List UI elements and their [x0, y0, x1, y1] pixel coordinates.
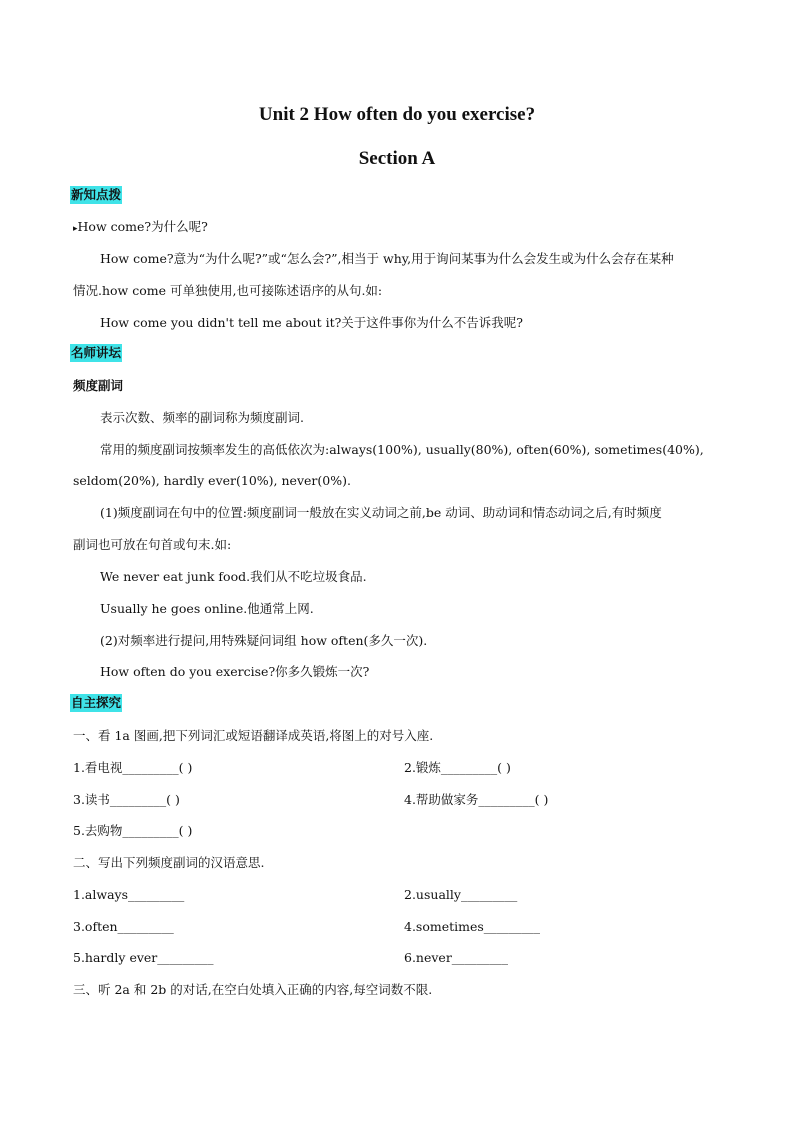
- exercise3-instruction: 三、听 2a 和 2b 的对话,在空白处填入正确的内容,每空词数不限.: [73, 982, 433, 997]
- knowledge-paragraph-line2: 情况.how come 可单独使用,也可接陈述语序的从句.如:: [73, 283, 383, 298]
- exercise1-item: 4.帮助做家务_________( ): [404, 792, 549, 807]
- knowledge-point-text: How come?为什么呢?: [77, 219, 208, 234]
- exercise2-item: 6.never_________: [404, 950, 509, 965]
- exercise2-item: 3.often_________: [73, 919, 174, 934]
- teacher-paragraph-3-line2: 副词也可放在句首或句末.如:: [73, 537, 232, 552]
- teacher-example-2: Usually he goes online.他通常上网.: [100, 601, 314, 616]
- exercise1-item: 1.看电视_________( ): [73, 760, 193, 775]
- teacher-paragraph-3-line1: (1)频度副词在句中的位置:频度副词一般放在实义动词之前,be 动词、助动词和情态动词之后,有时频度: [100, 505, 662, 520]
- exercise1-item: 2.锻炼_________( ): [404, 760, 511, 775]
- exercise1-item: 5.去购物_________( ): [73, 823, 193, 838]
- knowledge-paragraph-line1: How come?意为“为什么呢?”或“怎么会?”,相当于 why,用于询问某事为什么会发生或为什么会存在某种: [100, 251, 674, 266]
- exercise2-item: 4.sometimes_________: [404, 919, 541, 934]
- exercise1-item: 3.读书_________( ): [73, 792, 180, 807]
- knowledge-example: How come you didn't tell me about it?关于这件事你为什么不告诉我呢?: [100, 315, 524, 330]
- teacher-paragraph-2-line2: seldom(20%), hardly ever(10%), never(0%).: [73, 473, 351, 488]
- exercise2-item: 2.usually_________: [404, 887, 518, 902]
- section-tag-new-knowledge: 新知点拨: [71, 187, 122, 202]
- knowledge-point: [73, 219, 208, 237]
- exercise2-item: 1.always_________: [73, 887, 185, 902]
- section-title: Section A: [358, 148, 436, 169]
- frequency-adverbs-heading: 频度副词: [73, 378, 124, 393]
- section-tag-teacher-talk: 名师讲坛: [71, 345, 122, 360]
- teacher-paragraph-4: (2)对频率进行提问,用特殊疑问词组 how often(多久一次).: [100, 633, 428, 648]
- bullet-icon: ▸: [73, 224, 78, 234]
- teacher-paragraph-1: 表示次数、频率的副词称为频度副词.: [100, 410, 304, 425]
- teacher-example-1: We never eat junk food.我们从不吃垃圾食品.: [100, 569, 367, 584]
- exercise1-instruction: 一、看 1a 图画,把下列词汇或短语翻译成英语,将图上的对号入座.: [73, 728, 434, 743]
- section-tag-self-explore: 自主探究: [71, 695, 122, 710]
- teacher-paragraph-2-line1: 常用的频度副词按频率发生的高低依次为:always(100%), usually(80%), often(60%), sometimes(40%),: [100, 442, 704, 457]
- page-title: Unit 2 How often do you exercise?: [258, 104, 536, 125]
- exercise2-item: 5.hardly ever_________: [73, 950, 214, 965]
- teacher-example-3: How often do you exercise?你多久锻炼一次?: [100, 664, 370, 679]
- exercise2-instruction: 二、写出下列频度副词的汉语意思.: [73, 855, 265, 870]
